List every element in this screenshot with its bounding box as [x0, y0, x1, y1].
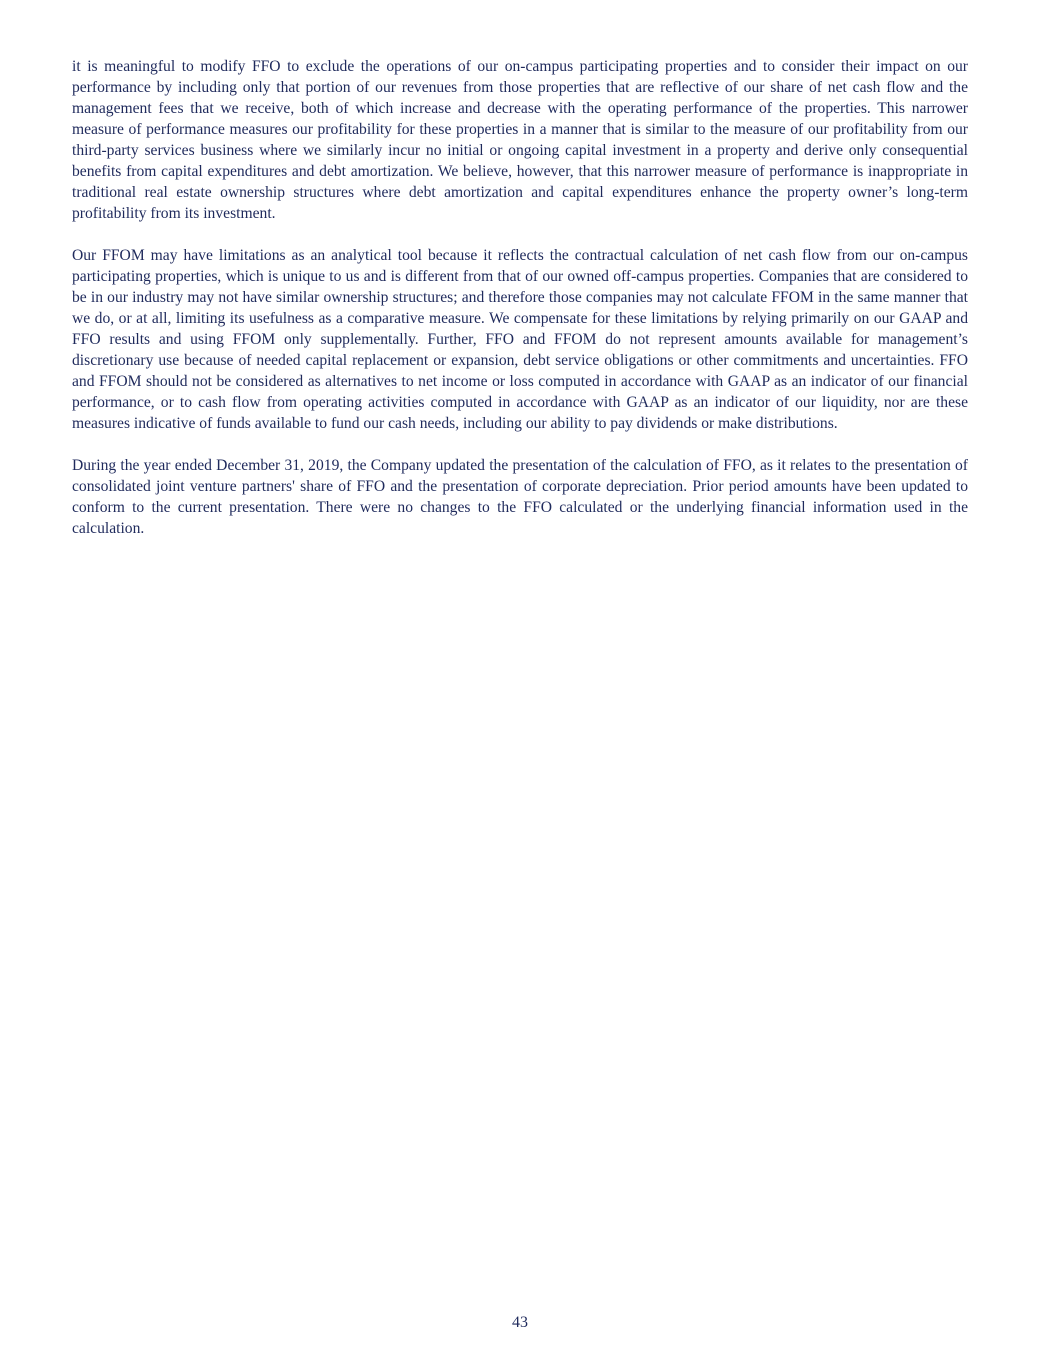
paragraph-ffom-limitations: Our FFOM may have limitations as an analytical tool because it reflects the contractual calculation of net cash flow from our on-campus participating properties, which is unique to us and is different from that of our owned off-campus properties. Companies that are considered to be in our industry may not have similar ownership structures; and therefore those companies may not calculate FFOM in the same manner that we do, or at all, limiting its usefulness as a comparative measure. We compensate for these limitations by relying primarily on our GAAP and FFO results and using FFOM only supplementally. Further, FFO and FFOM do not represent amounts available for management’s discretionary use because of needed capital replacement or expansion, debt service obligations or other commitments and uncertainties. FFO and FFOM should not be considered as alternatives to net income or loss computed in accordance with GAAP as an indicator of our financial performance, or to cash flow from operating activities computed in accordance with GAAP as an indicator of our liquidity, nor are these measures indicative of funds available to fund our cash needs, including our ability to pay dividends or make distributions. — [72, 247, 968, 432]
page-number: 43 — [512, 1314, 528, 1331]
paragraph-presentation-update: During the year ended December 31, 2019, the Company updated the presentation of the calculation of FFO, as it relates to the presentation of consolidated joint venture partners' share of FFO and the presentation of corporate depreciation. Prior period amounts have been updated to conform to the current presentation. There were no changes to the FFO calculated or the underlying financial information used in the calculation. — [72, 457, 968, 537]
body-text — [72, 56, 968, 560]
paragraph-ffom-rationale: it is meaningful to modify FFO to exclude the operations of our on-campus participating properties and to consider their impact on our performance by including only that portion of our revenues from those properties that are reflective of our share of net cash flow and the management fees that we receive, both of which increase and decrease with the operating performance of the properties. This narrower measure of performance measures our profitability for these properties in a manner that is similar to the measure of our profitability from our third-party services business where we similarly incur no initial or ongoing capital investment in a property and derive only consequential benefits from capital expenditures and debt amortization. We believe, however, that this narrower measure of performance is inappropriate in traditional real estate ownership structures where debt amortization and capital expenditures enhance the property owner’s long-term profitability from its investment. — [72, 58, 968, 222]
